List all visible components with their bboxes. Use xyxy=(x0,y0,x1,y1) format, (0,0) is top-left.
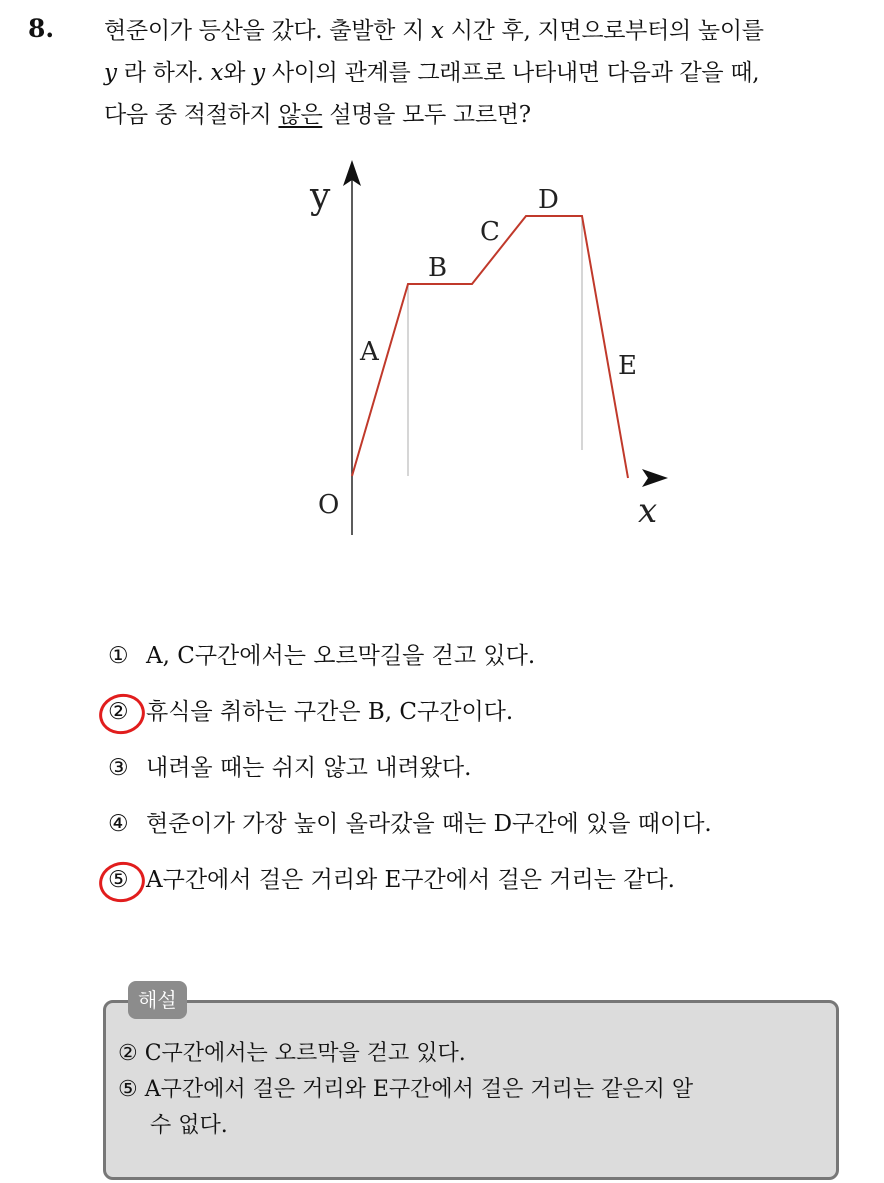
var-x: x xyxy=(431,18,444,44)
stem-line-3 xyxy=(104,94,864,136)
choice-number: ⑤ xyxy=(108,867,129,893)
stem-line-2 xyxy=(104,52,864,94)
height-line xyxy=(352,216,628,478)
segment-label-d: D xyxy=(538,185,559,215)
choice-5[interactable] xyxy=(108,856,848,912)
choice-text: 내려올 때는 쉬지 않고 내려왔다. xyxy=(146,755,472,781)
choice-number: ② xyxy=(108,699,129,725)
choice-text: A, C구간에서는 오르막길을 걷고 있다. xyxy=(146,643,536,669)
explanation-line: ② C구간에서는 오르막을 걷고 있다. xyxy=(118,1041,466,1066)
explanation-line: ⑤ A구간에서 걸은 거리와 E구간에서 걸은 거리는 같은지 알 xyxy=(118,1077,694,1102)
question-number: 8. xyxy=(28,14,55,43)
var-y: y xyxy=(252,60,265,86)
choice-number: ④ xyxy=(108,811,129,837)
question-stem xyxy=(104,10,864,136)
stem-text: 시간 후, 지면으로부터의 높이를 xyxy=(443,18,764,44)
segment-label-b: B xyxy=(428,253,448,283)
choice-number: ③ xyxy=(108,755,129,781)
stem-text: 사이의 관계를 그래프로 나타내면 다음과 같을 때, xyxy=(264,60,760,86)
answer-choices xyxy=(108,632,848,912)
stem-text: 와 xyxy=(223,60,253,86)
height-time-graph xyxy=(290,150,680,550)
var-x: x xyxy=(210,60,224,86)
segment-label-a: A xyxy=(360,337,379,367)
explanation-line: 수 없다. xyxy=(150,1113,228,1138)
stem-line-1 xyxy=(104,10,864,52)
segment-label-e: E xyxy=(618,351,637,381)
underlined-word: 않은 xyxy=(278,102,323,128)
choice-text: 휴식을 취하는 구간은 B, C구간이다. xyxy=(146,699,514,725)
origin-label: O xyxy=(318,490,340,520)
x-axis-label: x xyxy=(638,491,658,531)
explanation-tab: 해설 xyxy=(128,981,187,1019)
choice-number: ① xyxy=(108,643,129,669)
choice-3[interactable] xyxy=(108,744,848,800)
stem-text: 라 하자. xyxy=(116,60,211,86)
choice-text: A구간에서 걸은 거리와 E구간에서 걸은 거리는 같다. xyxy=(146,867,675,893)
choice-text: 현준이가 가장 높이 올라갔을 때는 D구간에 있을 때이다. xyxy=(146,811,712,837)
stem-text: 다음 중 적절하지 xyxy=(104,102,279,128)
stem-text: 현준이가 등산을 갔다. 출발한 지 xyxy=(104,18,432,44)
choice-2[interactable] xyxy=(108,688,848,744)
explanation-body xyxy=(118,1036,828,1144)
segment-label-c: C xyxy=(480,217,500,247)
var-y: y xyxy=(104,60,117,86)
x-axis-arrow-icon xyxy=(642,469,668,487)
choice-4[interactable] xyxy=(108,800,848,856)
y-axis-label: y xyxy=(310,176,331,217)
choice-1[interactable] xyxy=(108,632,848,688)
stem-text: 설명을 모두 고르면? xyxy=(322,102,531,128)
